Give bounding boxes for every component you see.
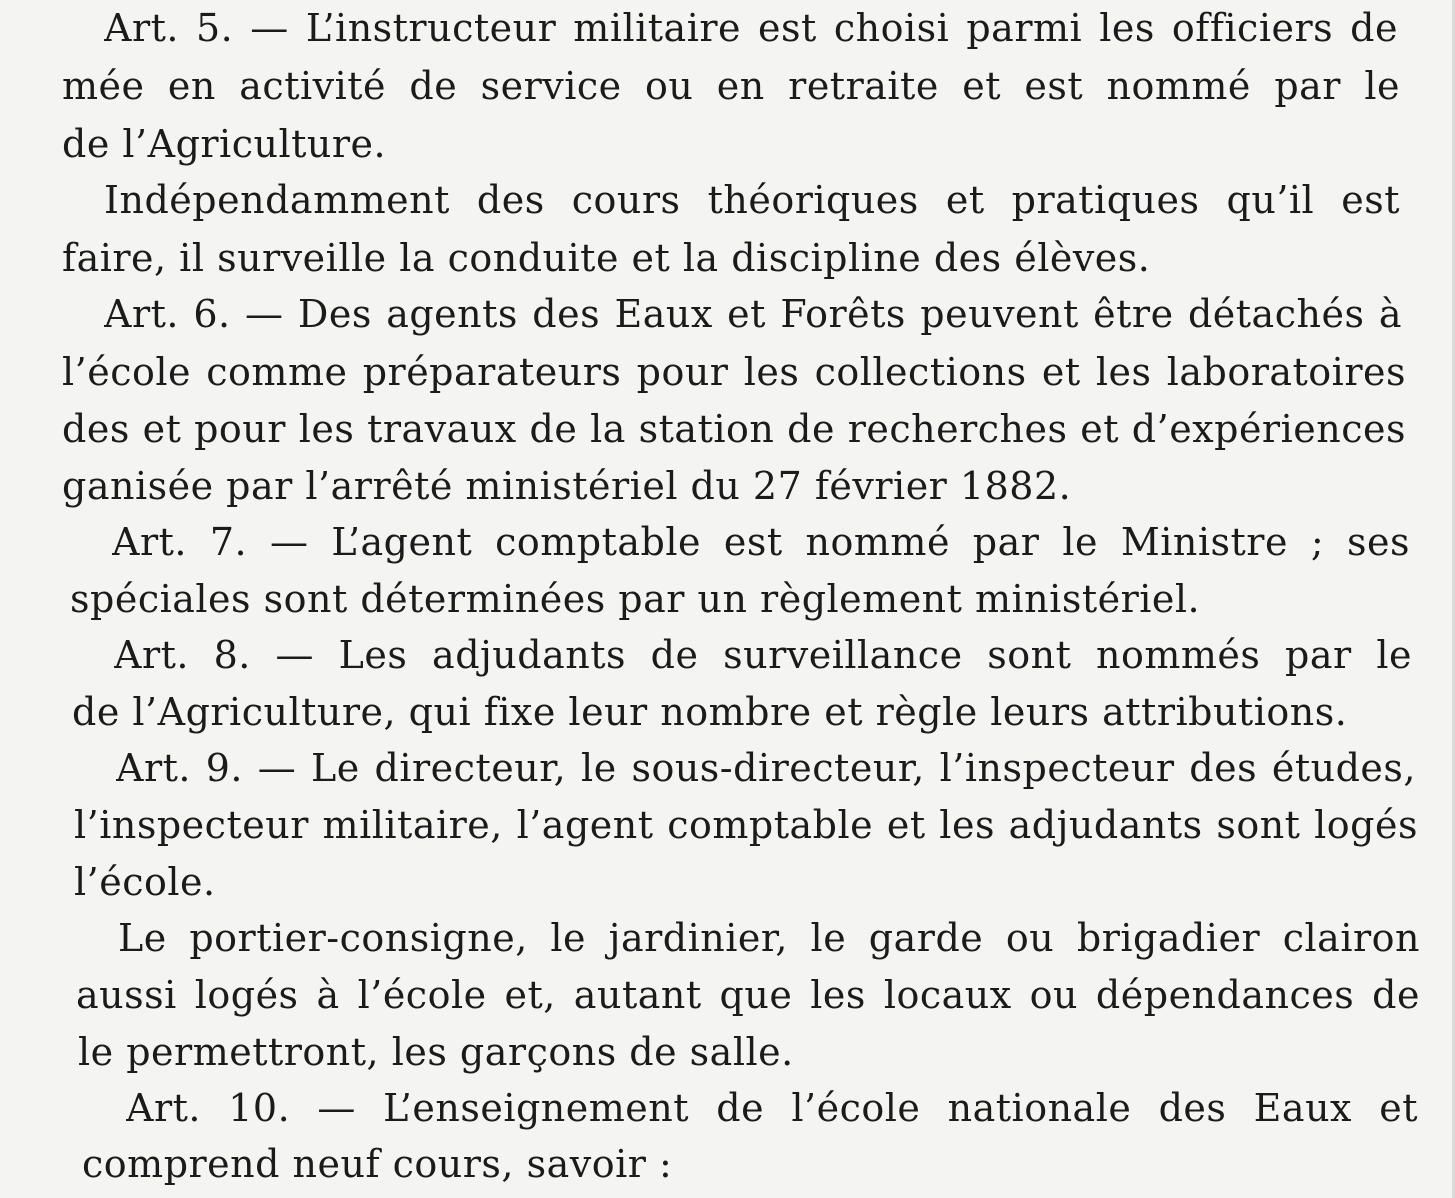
text-line: l’école. [74, 860, 216, 904]
text-line: de l’Agriculture. [62, 122, 387, 166]
text-line: mée en activité de service ou en retraite et est nommé par le [62, 64, 1400, 108]
text-line: Art. 6. — Des agents des Eaux et Forêts peuvent être détachés à [104, 292, 1402, 336]
text-line: ganisée par l’arrêté ministériel du 27 février 1882. [62, 464, 1072, 508]
text-line: Art. 7. — L’agent comptable est nommé par le Ministre ; ses [112, 520, 1410, 564]
text-line: Art. 10. — L’enseignement de l’école nationale des Eaux et [126, 1086, 1418, 1130]
text-line: l’inspecteur militaire, l’agent comptable et les adjudants sont logés [74, 803, 1418, 847]
text-line: des et pour les travaux de la station de recherches et d’expériences [62, 407, 1406, 451]
text-line: aussi logés à l’école et, autant que les locaux ou dépendances de [76, 973, 1420, 1017]
text-line: comprend neuf cours, savoir : [82, 1142, 673, 1186]
text-line: l’école comme préparateurs pour les collections et les laboratoires [62, 350, 1406, 394]
text-line: Art. 9. — Le directeur, le sous-directeur, l’inspecteur des études, [116, 746, 1416, 790]
text-line: faire, il surveille la conduite et la discipline des élèves. [62, 236, 1151, 280]
text-line: le permettront, les garçons de salle. [78, 1030, 794, 1074]
text-line: Art. 5. — L’instructeur militaire est choisi parmi les officiers de [104, 6, 1398, 50]
text-line: de l’Agriculture, qui fixe leur nombre et règle leurs attributions. [72, 690, 1348, 734]
text-line: Indépendamment des cours théoriques et pratiques qu’il est [104, 178, 1400, 222]
text-line: spéciales sont déterminées par un règlement ministériel. [70, 577, 1201, 621]
text-line: Le portier-consigne, le jardinier, le garde ou brigadier clairon [118, 916, 1420, 960]
text-line: Art. 8. — Les adjudants de surveillance sont nommés par le [114, 633, 1412, 677]
